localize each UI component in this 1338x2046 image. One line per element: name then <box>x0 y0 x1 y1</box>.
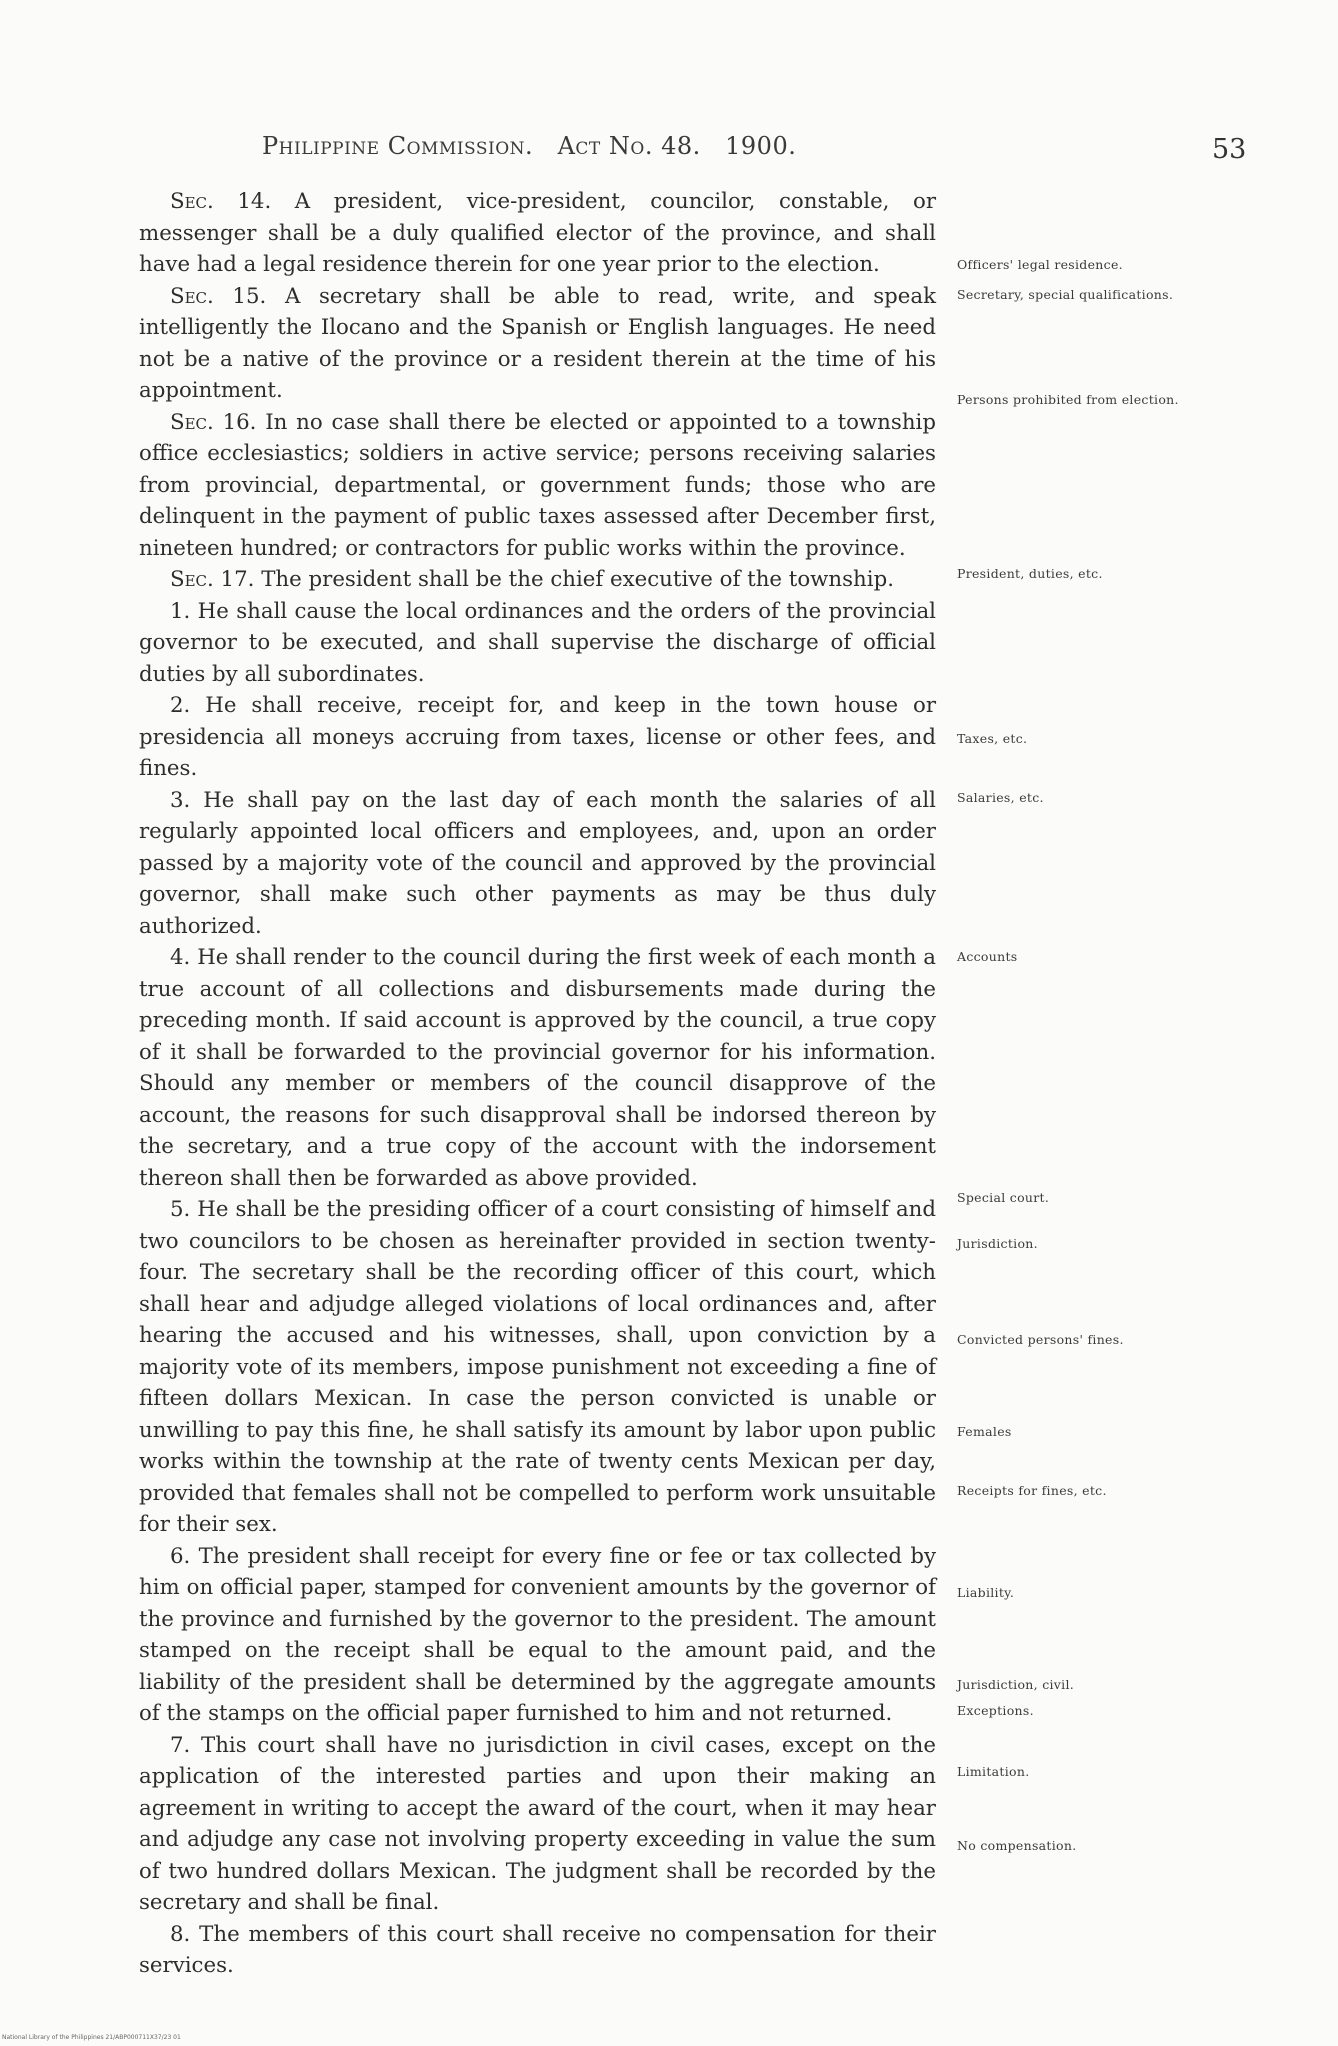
act-year: 1900. <box>725 132 797 160</box>
margin-note: Females <box>957 1424 1012 1439</box>
clause-5: 5. He shall be the presiding officer of a court consisting of himself and two councilors to be chosen as hereinafter provided in section twenty-four. The secretary shall be the recording officer of this court, which shall hear and adjudge alleged violations of local ordinances and, after hearing the accused and his witnesses, shall, upon conviction by a majority vote of its members, impose punishment not exceeding a fine of fifteen dollars Mexican. In case the person convicted is unable or unwilling to pay this fine, he shall satisfy its amount by labor upon public works within the township at the rate of twenty cents Mexican per day, provided that females shall not be compelled to perform work unsuitable for their sex. <box>139 1197 936 1537</box>
margin-note: Special court. <box>957 1190 1050 1205</box>
archive-footer: National Library of the Philippines 21/ABP000711X37/23 01 <box>2 2034 181 2041</box>
margin-note: Salaries, etc. <box>957 790 1044 805</box>
margin-note: Liability. <box>957 1585 1015 1600</box>
margin-note: Convicted persons' fines. <box>957 1332 1124 1347</box>
clause-6: 6. The president shall receipt for every fine or fee or tax collected by him on official paper, stamped for convenient amounts by the governor of the province and furnished by the governor to the president. The amount stamped on the receipt shall be equal to the amount paid, and the liability of the president shall be determined by the aggregate amounts of the stamps on the official paper furnished to him and not returned. <box>139 1543 936 1726</box>
section-label: Sec. 15. <box>170 283 267 309</box>
commission-title: Philippine Commission. <box>262 132 534 160</box>
section-label: Sec. 16. <box>170 409 257 435</box>
margin-note: Taxes, etc. <box>957 731 1028 746</box>
margin-note: Officers' legal residence. <box>957 257 1123 272</box>
clause-4: 4. He shall render to the council during the first week of each month a true account of all collections and disbursements made during the preceding month. If said account is approved by the council, a true copy of it shall be forwarded to the provincial governor for his information. Should any member or members of the council disapprove of the account, the reasons for such disapproval shall be indorsed thereon by the secretary, and a true copy of the account with the indorsement thereon shall then be forwarded as above provided. <box>139 945 936 1191</box>
margin-note: Accounts <box>957 949 1018 964</box>
act-number: Act No. 48. <box>557 132 701 160</box>
clause-8: 8. The members of this court shall receive no compensation for their services. <box>139 1921 936 1978</box>
clause-2: 2. He shall receive, receipt for, and keep in the town house or presidencia all moneys accruing from taxes, license or other fees, and fines. <box>139 693 936 781</box>
section-label: Sec. 14. <box>170 189 272 214</box>
body-text <box>139 186 1179 1982</box>
section-14 <box>139 186 936 281</box>
clause-7: 7. This court shall have no jurisdiction in civil cases, except on the application of the interested parties and upon their making an agreement in writing to accept the award of the court, when it may hear and adjudge any case not involving property exceeding in value the sum of two hundred dollars Mexican. The judgment shall be recorded by the secretary and shall be final. <box>139 1732 936 1915</box>
clause-1: 1. He shall cause the local ordinances and the orders of the provincial governor to be executed, and shall supervise the discharge of official duties by all subordinates. <box>139 598 936 687</box>
margin-note: Receipts for fines, etc. <box>957 1483 1107 1498</box>
margin-note: Persons prohibited from election. <box>957 392 1179 407</box>
section-label: Sec. 17. <box>170 567 255 592</box>
section-text: The president shall be the chief executive of the township. <box>254 567 894 592</box>
margin-note: Secretary, special qualifications. <box>957 287 1174 302</box>
margin-note: Exceptions. <box>957 1703 1034 1718</box>
section-text: A president, vice-president, councilor, constable, or messenger shall be a duly qualified elector of the province, and shall have had a legal residence therein for one year prior to the election. <box>139 189 936 277</box>
margin-note: Limitation. <box>957 1764 1030 1779</box>
margin-note: President, duties, etc. <box>957 566 1103 581</box>
margin-note: Jurisdiction. <box>957 1236 1038 1251</box>
section-16 <box>139 407 936 565</box>
margin-note: No compensation. <box>957 1838 1077 1853</box>
clause-3: 3. He shall pay on the last day of each month the salaries of all regularly appointed local officers and employees, and, upon an order passed by a majority vote of the council and approved by the provincial governor, shall make such other payments as may be thus duly authorized. <box>139 787 936 939</box>
section-15 <box>139 281 936 407</box>
section-17 <box>139 564 936 596</box>
section-text: In no case shall there be elected or appointed to a township office ecclesiastics; soldiers in active service; persons receiving salaries from provincial, departmental, or government funds; those who are delinquent in the payment of public taxes assessed after December first, nineteen hundred; or contractors for public works within the province. <box>139 409 936 561</box>
page-number: 53 <box>1212 134 1247 165</box>
margin-note: Jurisdiction, civil. <box>957 1677 1075 1692</box>
section-text: A secretary shall be able to read, write, and speak intelligently the Ilocano and the Spanish or English languages. He need not be a native of the province or a resident therein at the time of his appointment. <box>139 283 936 403</box>
running-head <box>262 132 1022 160</box>
